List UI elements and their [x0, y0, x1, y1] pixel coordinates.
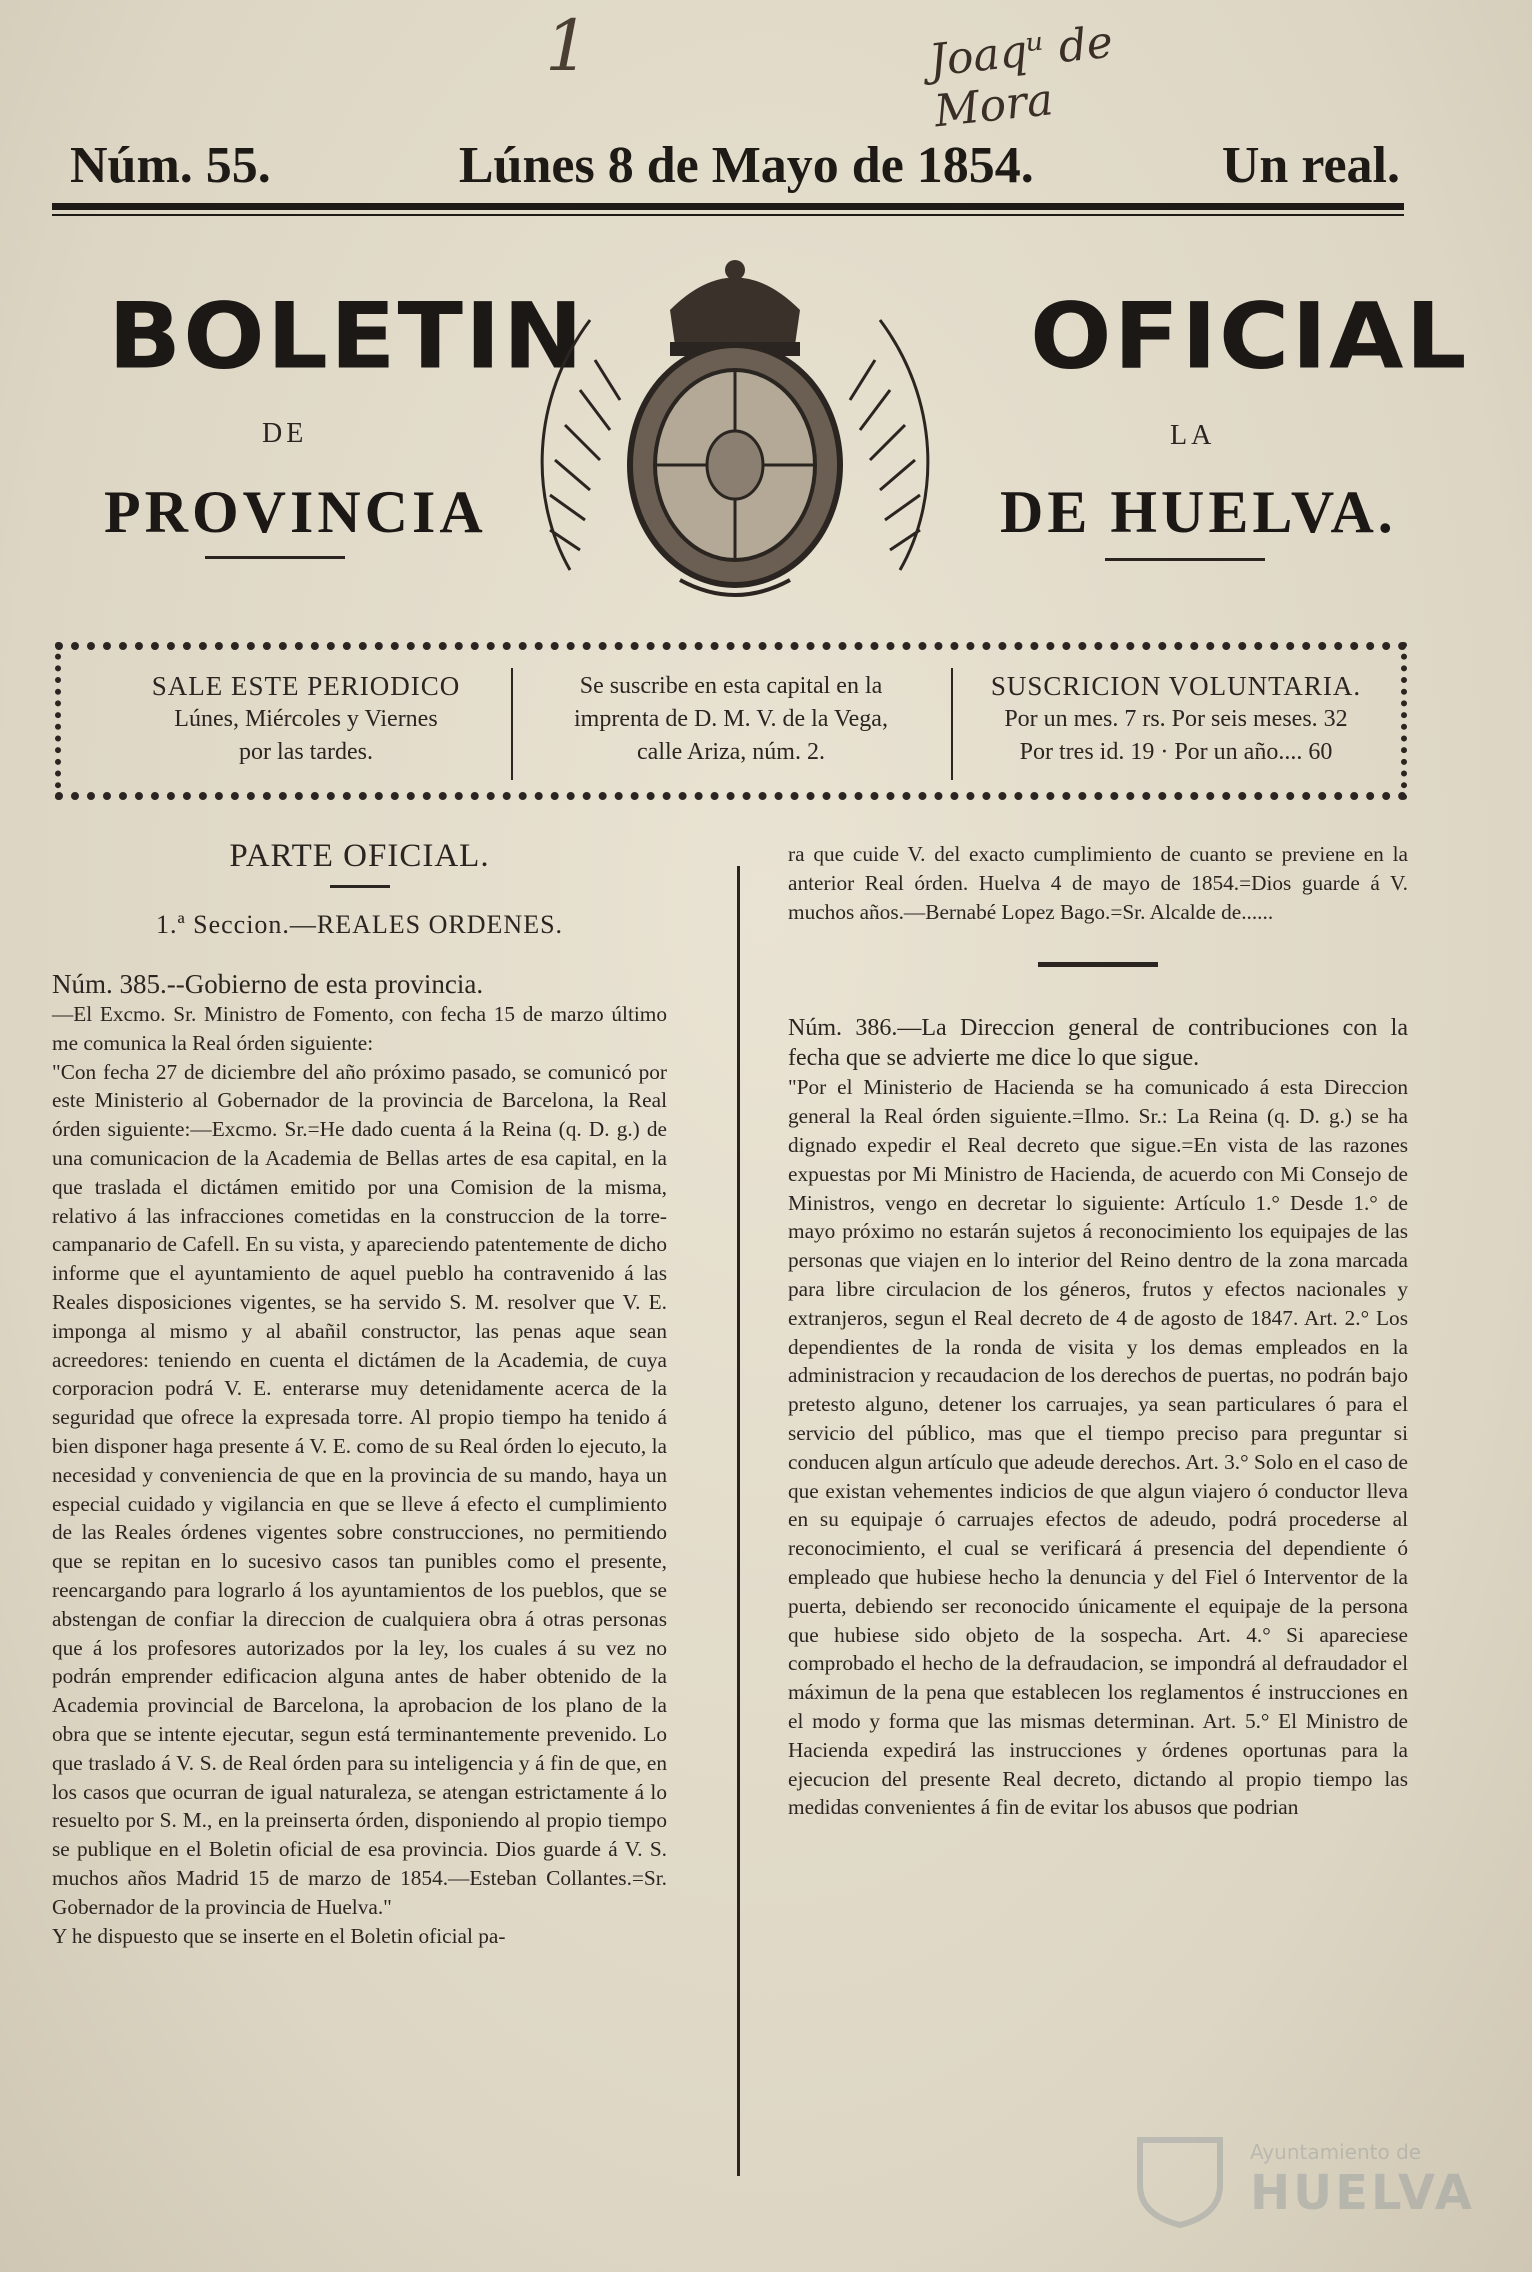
masthead	[70, 130, 1400, 200]
schedule-days: Lúnes, Miércoles y Viernes	[174, 706, 438, 732]
masthead-rule-thin	[52, 214, 1404, 216]
subscription-divider	[511, 668, 513, 780]
publication-schedule	[91, 670, 521, 780]
title-la: LA	[1170, 420, 1216, 451]
issue-number: Núm. 55.	[70, 136, 271, 194]
title-provincia: PROVINCIA	[104, 479, 487, 545]
issue-date: Lúnes 8 de Mayo de 1854.	[458, 136, 1034, 194]
subscription-divider	[951, 668, 953, 780]
subscription-box	[55, 642, 1407, 800]
title-ornament-right	[1105, 558, 1265, 561]
royal-coat-of-arms-icon	[510, 250, 960, 610]
section-title: PARTE OFICIAL.	[229, 838, 490, 874]
prices-line-1: Por un mes. 7 rs. Por seis meses. 32	[1004, 706, 1348, 732]
watermark-small: Ayuntamiento de	[1250, 2140, 1422, 2164]
issue-price: Un real.	[1221, 136, 1400, 194]
masthead-rule	[52, 203, 1404, 210]
section-ornament	[330, 885, 390, 888]
schedule-time: por las tardes.	[239, 739, 373, 765]
item-divider	[1038, 962, 1158, 967]
subscription-prices	[956, 670, 1396, 780]
item-386-heading: Núm. 386.—La Direccion general de contribuciones con la fecha que se advierte me dice lo que sigue.	[788, 1015, 1408, 1072]
left-column	[52, 838, 667, 1950]
item-385-continuation: ra que cuide V. del exacto cumplimiento de cuanto se previene en la anterior Real órden. Huelva 4 de mayo de 1854.=Dios guarde á V. muchos años.—Bernabé Lopez Bago.=Sr. Alcalde de......	[788, 842, 1408, 924]
watermark-big: HUELVA	[1250, 2165, 1475, 2221]
pencil-mark: 1	[545, 5, 590, 87]
item-386-body: "Por el Ministerio de Hacienda se ha comunicado á esta Direccion general la Real órden siguiente.=Ilmo. Sr.: La Reina (q. D. g.) se ha dignado expedir el Real decreto que sigue.=En vista de las razones expuestas por Mi Ministro de Hacienda, de acuerdo con Mi Consejo de Ministros, vengo en decretar lo siguiente: Artículo 1.° Desde 1.° de mayo próximo no estarán sujetos á reconocimiento los equipajes de las personas que viajen en lo interior del Reino dentro de la zona marcada para libre circulacion de los géneros, frutos y efectos nacionales y extranjeros, segun el Real decreto de 4 de agosto de 1847. Art. 2.° Los dependientes de la ronda de visita y los demas empleados en la administracion y recaudacion de los derechos de puertas, no podrán bajo pretesto alguno, detener los carruajes, ya sean particulares ó para el servicio del público, mas que el tiempo preciso para preguntar si conducen algun artículo que adeude derechos. Art. 3.° Solo en el caso de que existan vehementes indicios de que algun viajero ó conductor lleva en su equipaje ó carruajes efectos de adeudo, podrá procederse al reconocimiento, el cual se verificará á presencia del dependiente ó empleado que hubiese hecho la denuncia y del Fiel ó Interventor de la puerta, debiendo ser reconocido únicamente el equipaje de la persona que hubiese sido objeto de la sospecha. Art. 4.° Si apareciese comprobado el hecho de la defraudacion, se impondrá al defraudador el máximun de la pena que establecen los reglamentos é instrucciones en el modo y forma que las mismas determinan. Art. 5.° El Ministro de Hacienda expedirá las instrucciones y órdenes oportunas para la ejecucion del presente Real decreto, dictando al propio tiempo las medidas convenientes á fin de evitar los abusos que podrian	[788, 1075, 1408, 1820]
subscription-place-line-3: calle Ariza, núm. 2.	[637, 739, 825, 765]
prices-line-2: Por tres id. 19 · Por un año.... 60	[1019, 739, 1333, 765]
archive-watermark	[1130, 2120, 1475, 2230]
title-de-huelva: DE HUELVA.	[1000, 479, 1397, 545]
column-divider	[737, 866, 740, 2176]
shield-icon	[1130, 2130, 1230, 2230]
item-385-heading: Núm. 385.--Gobierno de esta provincia.	[52, 969, 484, 999]
title-ornament-left	[205, 556, 345, 559]
subscription-place-line-1: Se suscribe en esta capital en la	[579, 673, 883, 699]
subscription-place	[521, 670, 941, 780]
title-oficial: OFICIAL	[1030, 282, 1469, 390]
title-boletin: BOLETIN	[108, 282, 586, 390]
title-de: DE	[262, 418, 308, 449]
schedule-heading: SALE ESTE PERIODICO	[151, 671, 461, 701]
subsection-title: 1.ª Seccion.—REALES ORDENES.	[155, 910, 564, 939]
prices-heading: SUSCRICION VOLUNTARIA.	[990, 671, 1362, 701]
handwritten-signature: Joaqᵘ de Mora	[926, 16, 1116, 138]
item-385-body: —El Excmo. Sr. Ministro de Fomento, con fecha 15 de marzo último me comunica la Real órden siguiente: "Con fecha 27 de diciembre del año próximo pasado, se comunicó por este Ministerio al Gobernador de la provincia de Barcelona, la Real órden siguiente:—Excmo. Sr.=He dado cuenta á la Reina (q. D. g.) de una comunicacion de la Academia de Bellas artes de esa capital, en la que traslada el dictámen emitido por una Comision de la misma, relativo á las infracciones cometidas en la construccion de la torre-campanario de Cafell. En su vista, y apareciendo patentemente de dicho informe que el ayuntamiento de aquel pueblo ha contravenido á las Reales disposiciones vigentes, se ha servido S. M. resolver que V. E. imponga al mismo y al abañil constructor, las penas aque sean acreedores: teniendo en cuenta el dictámen de la Academia, de cuya corporacion podrá V. E. enterarse muy detenidamente acerca de la seguridad que ofrece la expresada torre. Al propio tiempo ha tenido á bien disponer haga presente á V. E. como de su Real órden lo ejecuto, la necesidad y conveniencia de que en la provincia de su mando, haya un especial cuidado y vigilancia en que se lleve á efecto el cumplimiento de las Reales órdenes vigentes sobre construcciones, no permitiendo que se repitan en lo sucesivo casos tan punibles como el presente, reencargando para lograrlo á los ayuntamientos de los pueblos, que se abstengan de confiar la direccion de cualquiera obra á otras personas que á los profesores autorizados por la ley, los cuales á su vez no podrán emprender edificacion alguna antes de haber obtenido de la Academia provincial de Barcelona, la aprobacion de los plano de la obra que se intente ejecutar, segun está terminantemente prevenido. Lo que traslado á V. S. de Real órden para su inteligencia y á fin de que, en los casos que ocurran de igual naturaleza, se atengan estrictamente á lo resuelto por S. M., en la preinserta órden, disponiendo al propio tiempo se publique en el Boletin oficial de esa provincia. Dios guarde á V. S. muchos años Madrid 15 de marzo de 1854.—Esteban Collantes.=Sr. Gobernador de la provincia de Huelva." Y he dispuesto que se inserte en el Boletin oficial pa-	[52, 1002, 667, 1948]
right-column	[788, 840, 1408, 1822]
subscription-place-line-2: imprenta de D. M. V. de la Vega,	[574, 706, 888, 732]
